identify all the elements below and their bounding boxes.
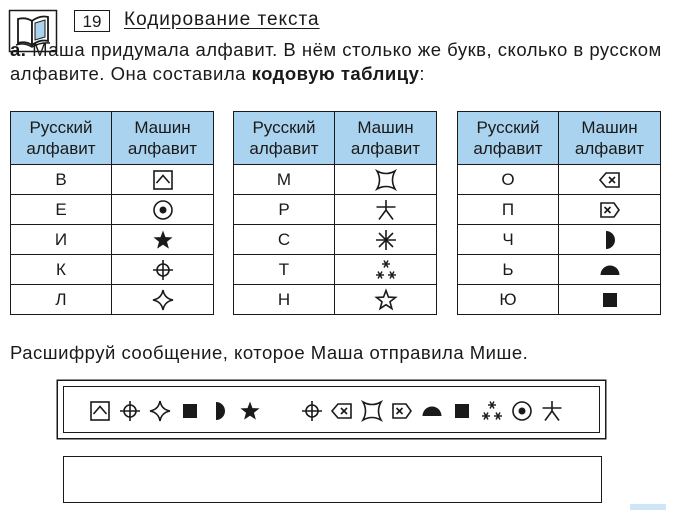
outline-star-icon — [374, 288, 398, 312]
task-description — [10, 38, 670, 86]
code-symbol — [335, 225, 437, 255]
code-symbol — [335, 195, 437, 225]
table-row — [234, 195, 437, 225]
intro-end: : — [419, 63, 426, 84]
filled-square-icon — [598, 288, 622, 312]
task-number: 19 — [74, 10, 110, 32]
three-asterisks-icon — [374, 258, 398, 282]
header-masha-alphabet: Машин алфавит — [559, 112, 661, 165]
code-symbol — [112, 225, 214, 255]
x-tag-icon — [598, 198, 622, 222]
dot-in-circle-icon — [151, 198, 175, 222]
filled-square-icon — [450, 399, 474, 423]
header-russian-alphabet: Русский алфавит — [458, 112, 559, 165]
code-table-2 — [233, 111, 437, 315]
three-asterisks-icon — [480, 399, 504, 423]
circle-with-cross-icon — [118, 399, 142, 423]
russian-letter: В — [11, 165, 112, 195]
russian-letter: И — [11, 225, 112, 255]
russian-letter: Л — [11, 285, 112, 315]
backspace-icon — [598, 168, 622, 192]
dot-in-circle-icon — [510, 399, 534, 423]
table-row — [458, 225, 661, 255]
code-symbol — [559, 195, 661, 225]
table-row — [11, 285, 214, 315]
table-row — [234, 285, 437, 315]
code-symbol — [335, 255, 437, 285]
code-symbol — [559, 165, 661, 195]
table-row — [11, 195, 214, 225]
upper-half-circle-icon — [420, 399, 444, 423]
answer-field[interactable] — [63, 456, 602, 503]
code-symbol — [335, 285, 437, 315]
table-row — [458, 165, 661, 195]
intro-text: Маша придумала алфавит. В нём столько же букв, сколько в русском алфавите. Она составила — [10, 39, 662, 84]
russian-letter: П — [458, 195, 559, 225]
code-table-3 — [457, 111, 661, 315]
table-row — [458, 195, 661, 225]
right-half-circle-icon — [208, 399, 232, 423]
russian-letter: М — [234, 165, 335, 195]
four-point-star-icon — [151, 288, 175, 312]
concave-square-icon — [360, 399, 384, 423]
russian-letter: Р — [234, 195, 335, 225]
russian-letter: С — [234, 225, 335, 255]
russian-letter: Е — [11, 195, 112, 225]
coded-message — [63, 386, 600, 433]
russian-letter: Ю — [458, 285, 559, 315]
instruction-text: Расшифруй сообщение, которое Маша отправила Мише. — [10, 342, 529, 363]
filled-star-icon — [238, 399, 262, 423]
x-tag-icon — [390, 399, 414, 423]
coded-message-symbols — [88, 398, 570, 424]
table-row — [11, 225, 214, 255]
asterisk-five-icon — [540, 399, 564, 423]
header-russian-alphabet: Русский алфавит — [234, 112, 335, 165]
filled-star-icon — [151, 228, 175, 252]
table-row — [234, 225, 437, 255]
filled-square-icon — [178, 399, 202, 423]
code-symbol — [112, 195, 214, 225]
table-row — [458, 255, 661, 285]
page-corner-mark — [630, 504, 666, 510]
circle-with-cross-icon — [300, 399, 324, 423]
russian-letter: О — [458, 165, 559, 195]
table-row — [234, 165, 437, 195]
task-title: Кодирование текста — [124, 9, 320, 30]
russian-letter: К — [11, 255, 112, 285]
circle-with-cross-icon — [151, 258, 175, 282]
table-row — [11, 165, 214, 195]
asterisk-eight-icon — [374, 228, 398, 252]
russian-letter: Т — [234, 255, 335, 285]
code-symbol — [112, 285, 214, 315]
code-symbol — [112, 165, 214, 195]
header-masha-alphabet: Машин алфавит — [112, 112, 214, 165]
code-symbol — [559, 255, 661, 285]
triangle-in-square-icon — [151, 168, 175, 192]
code-symbol — [112, 255, 214, 285]
triangle-in-square-icon — [88, 399, 112, 423]
code-symbol — [559, 285, 661, 315]
table-row — [458, 285, 661, 315]
code-symbol — [335, 165, 437, 195]
intro-bold-text: кодовую таблицу — [251, 63, 420, 84]
concave-square-icon — [374, 168, 398, 192]
russian-letter: Ь — [458, 255, 559, 285]
table-row — [234, 255, 437, 285]
code-symbol — [559, 225, 661, 255]
code-table-1 — [10, 111, 214, 315]
four-point-star-icon — [148, 399, 172, 423]
backspace-icon — [330, 399, 354, 423]
header-masha-alphabet: Машин алфавит — [335, 112, 437, 165]
header-russian-alphabet: Русский алфавит — [11, 112, 112, 165]
russian-letter: Ч — [458, 225, 559, 255]
right-half-circle-icon — [598, 228, 622, 252]
upper-half-circle-icon — [598, 258, 622, 282]
asterisk-five-icon — [374, 198, 398, 222]
table-row — [11, 255, 214, 285]
part-label: а. — [10, 39, 27, 60]
russian-letter: Н — [234, 285, 335, 315]
